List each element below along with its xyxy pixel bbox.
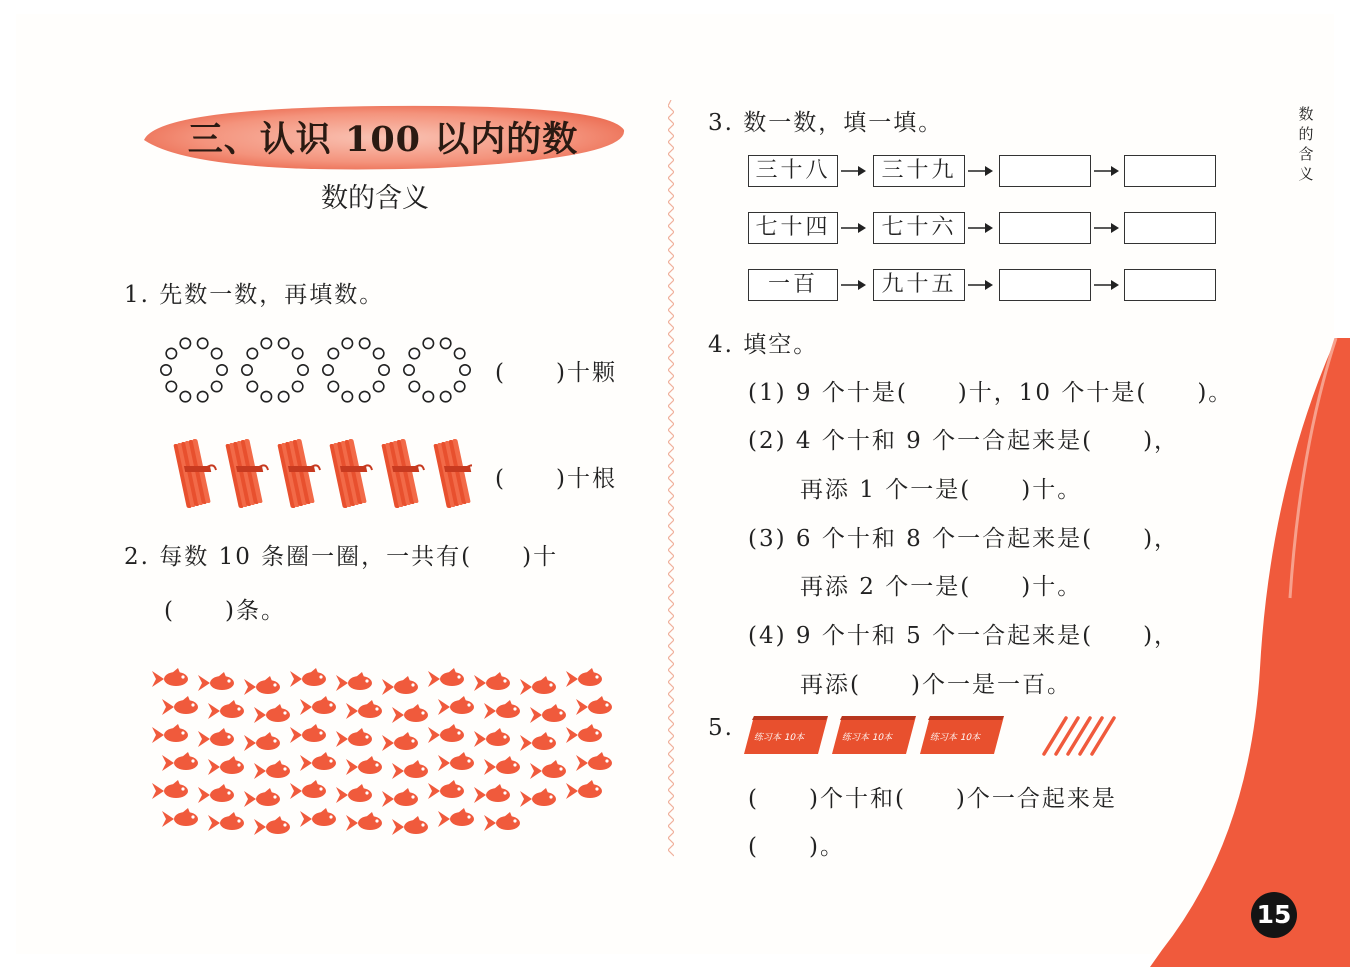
sequence-blank-box[interactable]	[999, 212, 1091, 244]
goldfish	[150, 780, 194, 802]
goldfish	[344, 812, 388, 834]
sequence-box: 三十九	[873, 155, 965, 187]
goldfish	[196, 784, 240, 806]
sequence-blank-box[interactable]	[1124, 155, 1216, 187]
goldfish	[518, 732, 562, 754]
q2-line1: 2. 每数 10 条圈一圈，一共有( )十	[124, 544, 559, 570]
bead-ring	[404, 338, 470, 402]
goldfish	[518, 788, 562, 810]
goldfish	[564, 724, 608, 746]
arrow-right-icon	[841, 221, 867, 235]
goldfish	[518, 676, 562, 698]
goldfish	[160, 752, 204, 774]
goldfish	[344, 756, 388, 778]
goldfish	[334, 784, 378, 806]
q5-line1[interactable]: ( )个十和( )个一合起来是	[748, 786, 1117, 812]
arrow-right-icon	[1094, 278, 1120, 292]
q4-line5[interactable]: 再添 2 个一是( )十。	[800, 574, 1083, 600]
goldfish	[564, 668, 608, 690]
goldfish	[380, 676, 424, 698]
bead-rings	[158, 334, 474, 406]
q4-line7[interactable]: 再添( )个一是一百。	[800, 672, 1072, 698]
goldfish	[206, 700, 250, 722]
goldfish	[298, 808, 342, 830]
goldfish	[334, 672, 378, 694]
sequence-box: 九十五	[873, 269, 965, 301]
sequence-blank-box[interactable]	[999, 155, 1091, 187]
goldfish	[288, 724, 332, 746]
arrow-right-icon	[1094, 221, 1120, 235]
goldfish	[436, 808, 480, 830]
goldfish	[206, 812, 250, 834]
decorative-orange-sweep	[1150, 338, 1350, 967]
stick-bundle	[173, 439, 216, 508]
sequence-blank-box[interactable]	[999, 269, 1091, 301]
goldfish	[390, 760, 434, 782]
goldfish	[574, 752, 618, 774]
single-stick	[1092, 718, 1114, 754]
arrow-right-icon	[1094, 164, 1120, 178]
svg-text:练习本 10本: 练习本 10本	[841, 733, 894, 743]
sequence-blank-box[interactable]	[1124, 212, 1216, 244]
sequence-blank-box[interactable]	[1124, 269, 1216, 301]
goldfish	[160, 808, 204, 830]
arrow-right-icon	[968, 164, 994, 178]
goldfish	[196, 728, 240, 750]
q2-line2[interactable]: ( )条。	[164, 598, 286, 624]
q4-line4[interactable]: (3) 6 个十和 8 个一合起来是( )，	[748, 526, 1180, 552]
goldfish	[288, 780, 332, 802]
goldfish	[150, 668, 194, 690]
goldfish	[564, 780, 608, 802]
goldfish	[472, 784, 516, 806]
goldfish	[390, 816, 434, 838]
goldfish	[482, 700, 526, 722]
side-section-label: 数的含义	[1298, 105, 1314, 183]
svg-text:练习本 10本: 练习本 10本	[929, 733, 982, 743]
goldfish	[344, 700, 388, 722]
goldfish	[426, 724, 470, 746]
sequence-box: 一百	[748, 269, 838, 301]
goldfish	[298, 752, 342, 774]
svg-text:练习本 10本: 练习本 10本	[753, 733, 806, 743]
single-stick	[1044, 718, 1066, 754]
goldfish	[206, 756, 250, 778]
goldfish	[242, 732, 286, 754]
goldfish	[436, 752, 480, 774]
stick-bundle	[381, 439, 424, 508]
goldfish	[390, 704, 434, 726]
q3-prompt: 3. 数一数，填一填。	[708, 110, 944, 136]
q1-row1-answer[interactable]: ( )十颗	[495, 360, 617, 386]
notebook-pack	[744, 716, 828, 754]
bead-ring	[161, 338, 227, 402]
sequence-box: 七十六	[873, 212, 965, 244]
goldfish	[334, 728, 378, 750]
q1-row2-answer[interactable]: ( )十根	[495, 466, 617, 492]
notebook-pack	[832, 716, 916, 754]
goldfish	[436, 696, 480, 718]
goldfish	[426, 668, 470, 690]
q1-prompt: 1. 先数一数，再填数。	[124, 282, 385, 308]
goldfish	[252, 816, 296, 838]
sequence-box: 七十四	[748, 212, 838, 244]
goldfish	[380, 732, 424, 754]
stick-bundles	[156, 438, 472, 516]
goldfish	[472, 672, 516, 694]
page-title: 三、认识 100 以内的数	[187, 119, 579, 160]
goldfish	[482, 756, 526, 778]
q4-prompt: 4. 填空。	[708, 332, 819, 358]
arrow-right-icon	[968, 221, 994, 235]
arrow-right-icon	[841, 278, 867, 292]
q4-line3[interactable]: 再添 1 个一是( )十。	[800, 477, 1083, 503]
goldfish	[528, 704, 572, 726]
q4-line6[interactable]: (4) 9 个十和 5 个一合起来是( )，	[748, 623, 1180, 649]
goldfish	[298, 696, 342, 718]
bead-ring	[323, 338, 389, 402]
notebooks-and-sticks	[744, 712, 1144, 760]
q5-number: 5.	[708, 715, 734, 741]
notebook-pack	[920, 716, 1004, 754]
arrow-right-icon	[968, 278, 994, 292]
goldfish	[252, 704, 296, 726]
goldfish	[252, 760, 296, 782]
goldfish	[242, 788, 286, 810]
arrow-right-icon	[841, 164, 867, 178]
goldfish	[150, 724, 194, 746]
goldfish	[528, 760, 572, 782]
goldfish	[574, 696, 618, 718]
goldfish	[288, 668, 332, 690]
q4-line2[interactable]: (2) 4 个十和 9 个一合起来是( )，	[748, 428, 1180, 454]
goldfish	[426, 780, 470, 802]
single-stick	[1056, 718, 1078, 754]
column-divider	[668, 100, 674, 860]
goldfish	[482, 812, 526, 834]
stick-bundle	[329, 439, 372, 508]
stick-bundle	[433, 439, 472, 508]
goldfish	[242, 676, 286, 698]
sequence-box: 三十八	[748, 155, 838, 187]
stick-bundle	[225, 439, 268, 508]
q5-line2[interactable]: ( )。	[748, 834, 845, 860]
goldfish	[380, 788, 424, 810]
goldfish	[196, 672, 240, 694]
q4-line1[interactable]: (1) 9 个十是( )十，10 个十是( )。	[748, 380, 1234, 406]
section-subtitle: 数的含义	[321, 183, 429, 214]
bead-ring	[242, 338, 308, 402]
goldfish	[472, 728, 516, 750]
single-stick	[1068, 718, 1090, 754]
page-number: 15	[1251, 892, 1297, 938]
single-stick	[1080, 718, 1102, 754]
stick-bundle	[277, 439, 320, 508]
goldfish	[160, 696, 204, 718]
